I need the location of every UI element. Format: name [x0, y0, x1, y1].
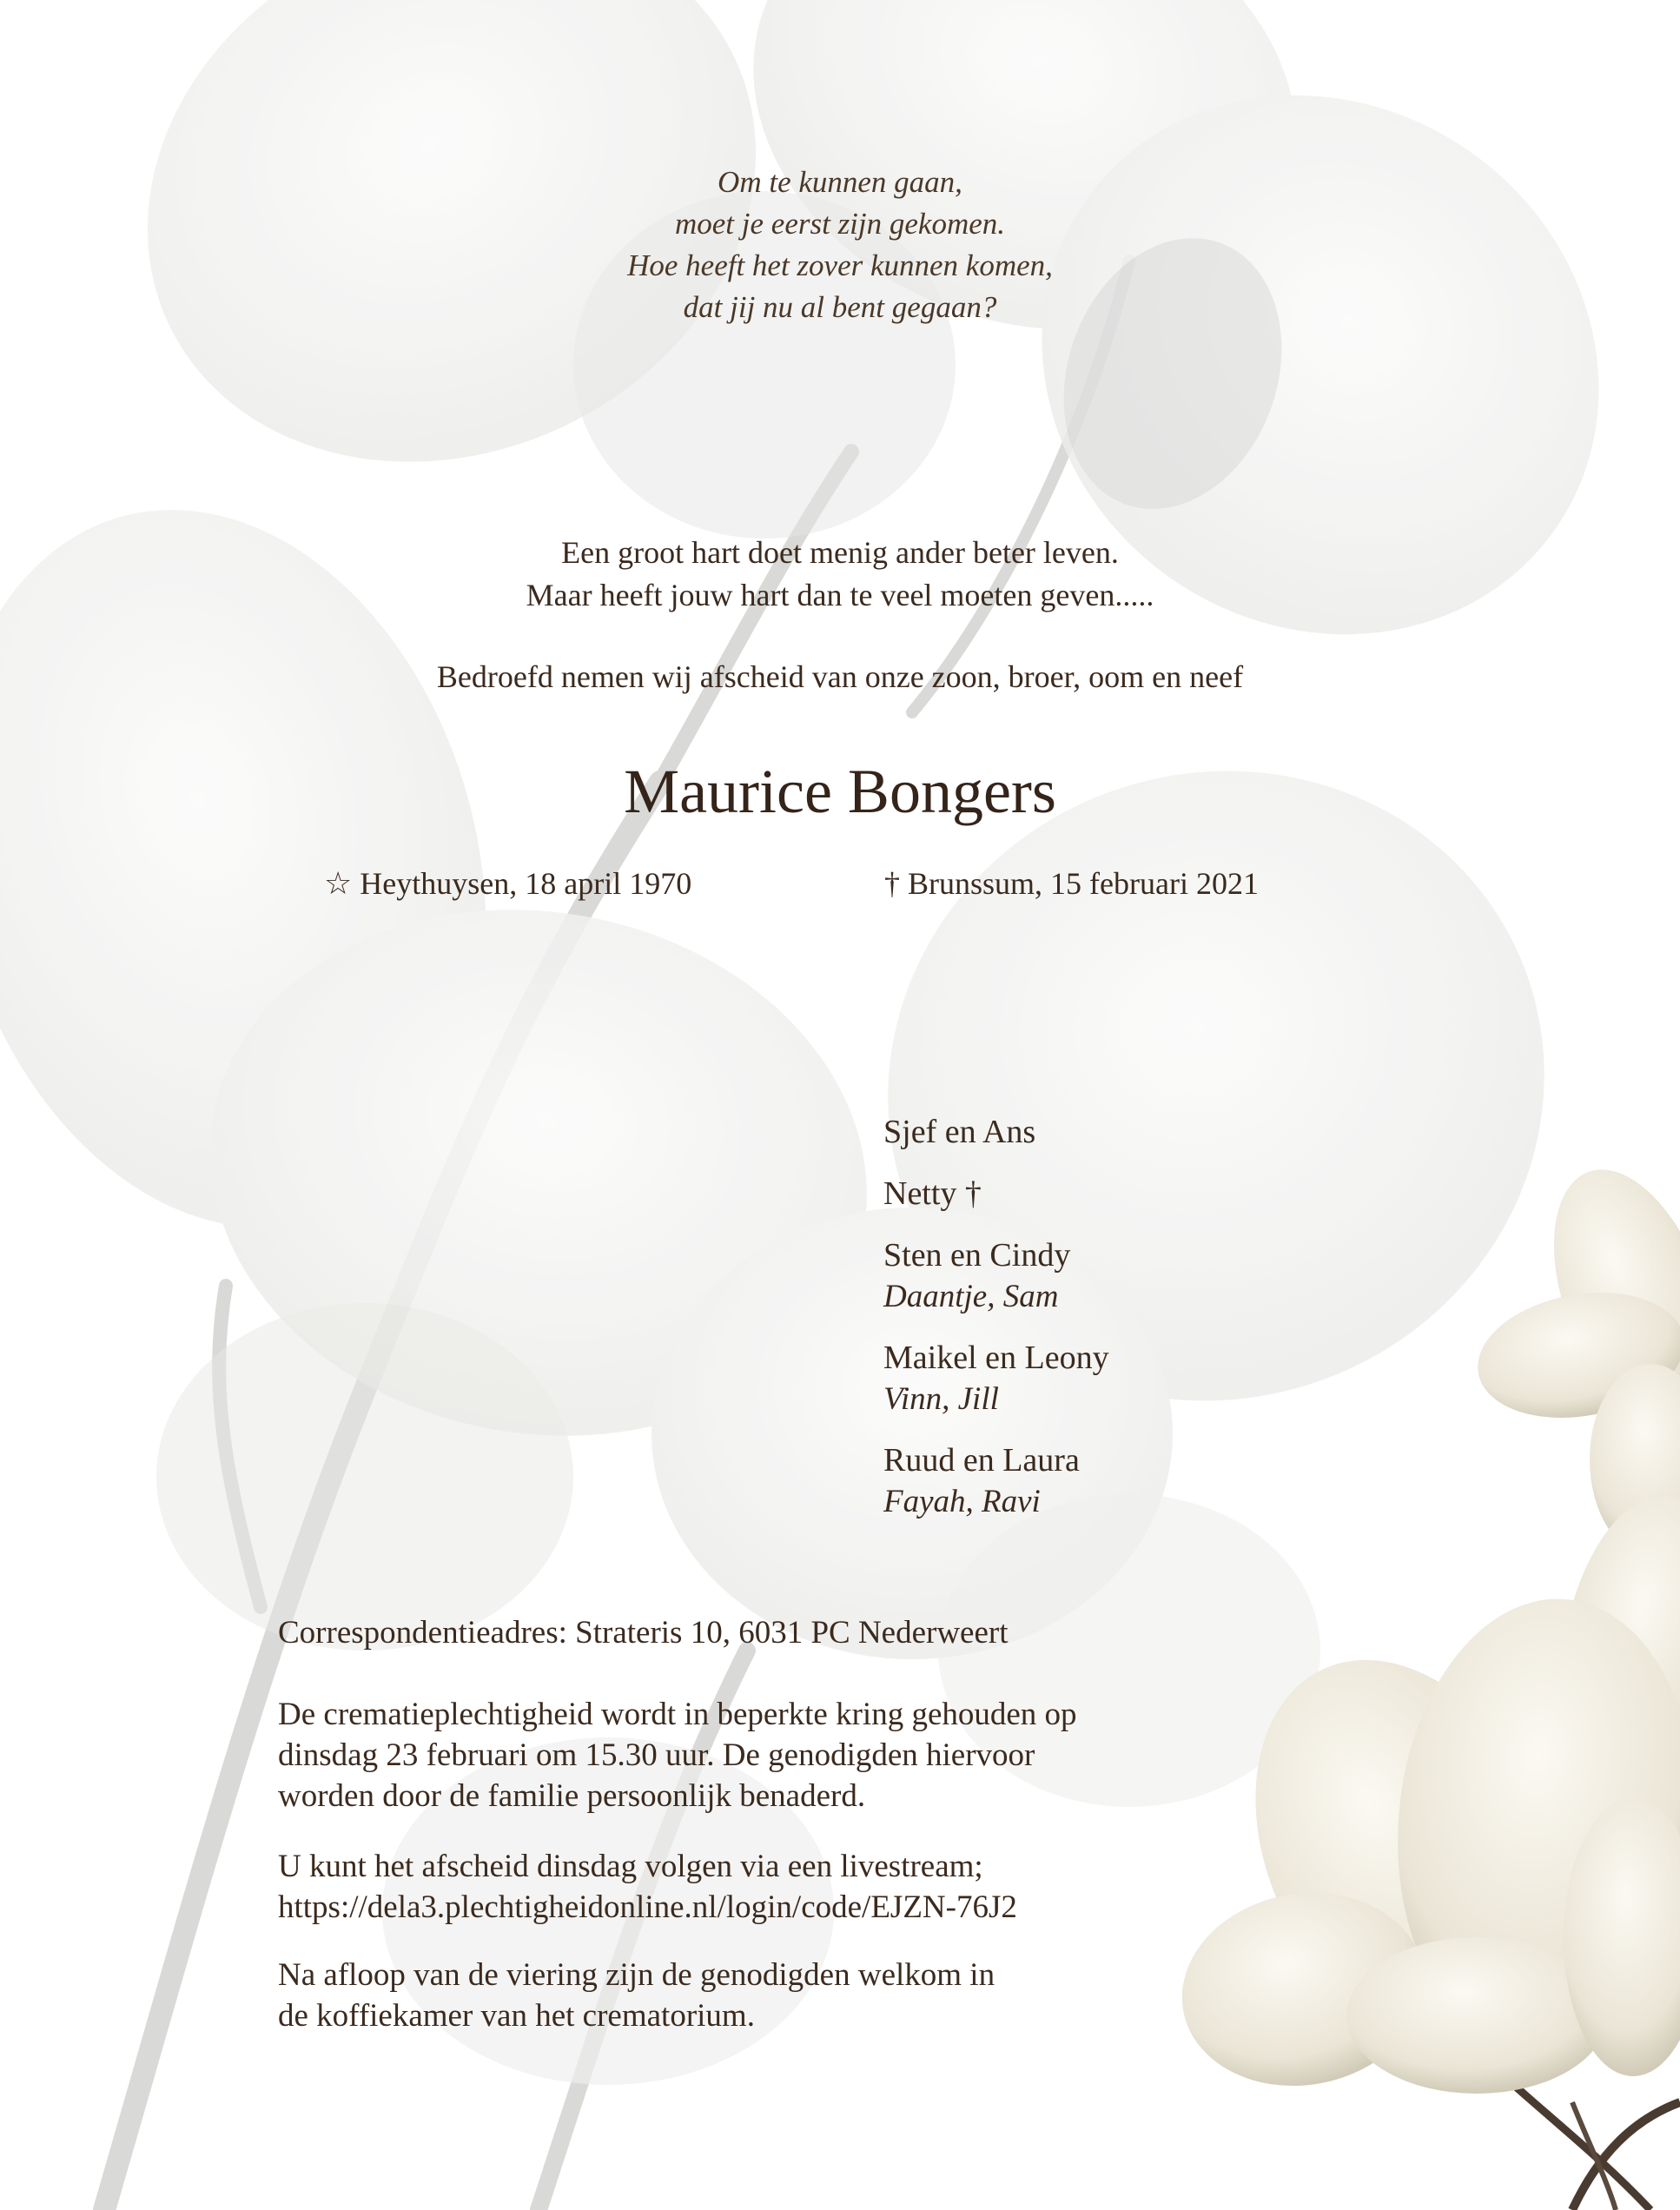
family-names: Sjef en Ans — [883, 1114, 1036, 1150]
family-entry — [883, 1235, 1109, 1317]
quote-line: Maar heeft jouw hart dan te veel moeten geven..... — [526, 578, 1154, 612]
family-children: Fayah, Ravi — [883, 1484, 1041, 1519]
ceremony-paragraph — [278, 1694, 1320, 1816]
family-entry — [883, 1112, 1109, 1153]
family-children: Vinn, Jill — [883, 1381, 999, 1417]
paragraph-line: dinsdag 23 februari om 15.30 uur. De genodigden hiervoor — [278, 1737, 1035, 1773]
paragraph-line: de koffiekamer van het crematorium. — [278, 1998, 755, 2034]
family-children: Daantje, Sam — [883, 1279, 1059, 1314]
family-entry — [883, 1338, 1109, 1419]
deceased-name: Maurice Bongers — [624, 757, 1056, 826]
quote-line: Een groot hart doet menig ander beter leven. — [561, 535, 1119, 570]
intro-text: Bedroefd nemen wij afscheid van onze zoon, broer, oom en neef — [436, 659, 1244, 694]
family-names: Netty † — [883, 1175, 982, 1212]
family-entry — [883, 1174, 1109, 1214]
family-names: Ruud en Laura — [883, 1442, 1080, 1479]
livestream-paragraph — [278, 1846, 1320, 1928]
family-names: Maikel en Leony — [883, 1340, 1109, 1376]
family-names: Sten en Cindy — [883, 1237, 1071, 1274]
paragraph-line: Na afloop van de viering zijn de genodigden welkom in — [278, 1957, 995, 1993]
reception-paragraph — [278, 1955, 1320, 2036]
death-info: † Brunssum, 15 februari 2021 — [884, 866, 1259, 901]
poem-line: Hoe heeft het zover kunnen komen, — [627, 248, 1053, 282]
family-entry — [883, 1440, 1109, 1522]
quote — [0, 532, 1680, 617]
poem-line: Om te kunnen gaan, — [718, 165, 962, 199]
family-list — [883, 1112, 1109, 1543]
poem — [0, 162, 1680, 328]
birth-info: ☆ Heythuysen, 18 april 1970 — [324, 866, 692, 901]
livestream-link[interactable]: https://dela3.plechtigheidonline.nl/login/code/EJZN-76J2 — [278, 1889, 1017, 1925]
paragraph-line: De crematieplechtigheid wordt in beperkte kring gehouden op — [278, 1697, 1077, 1732]
poem-line: dat jij nu al bent gegaan? — [683, 290, 997, 324]
paragraph-line: worden door de familie persoonlijk benaderd. — [278, 1778, 866, 1814]
paragraph-line: U kunt het afscheid dinsdag volgen via een livestream; — [278, 1849, 983, 1884]
poem-line: moet je eerst zijn gekomen. — [674, 207, 1006, 241]
correspondence-address: Correspondentieadres: Strateris 10, 6031 PC Nederweert — [278, 1615, 1009, 1651]
